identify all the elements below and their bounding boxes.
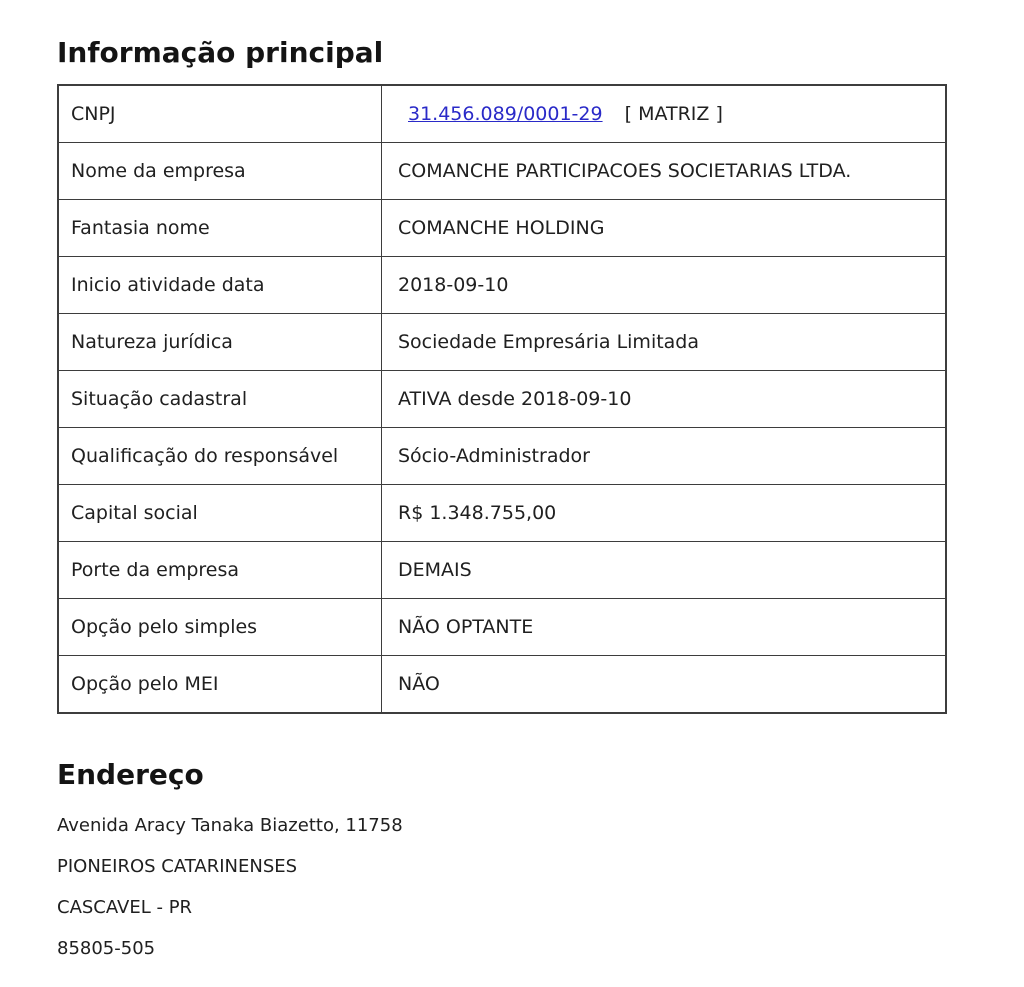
row-label-cnpj: CNPJ [58, 85, 382, 143]
row-value-start-date: 2018-09-10 [382, 257, 947, 314]
table-row-company-size [58, 542, 946, 599]
address-section [57, 758, 1024, 969]
row-label-capital: Capital social [58, 485, 382, 542]
address-title: Endereço [57, 758, 204, 791]
row-label-company-name: Nome da empresa [58, 143, 382, 200]
row-value-simples-option: NÃO OPTANTE [382, 599, 947, 656]
row-label-registration-status: Situação cadastral [58, 371, 382, 428]
table-row-trade-name [58, 200, 946, 257]
table-row-capital [58, 485, 946, 542]
row-value-trade-name: COMANCHE HOLDING [382, 200, 947, 257]
table-row-legal-nature [58, 314, 946, 371]
matriz-tag: [ MATRIZ ] [624, 103, 723, 125]
address-line-street: Avenida Aracy Tanaka Biazetto, 11758 [57, 815, 403, 836]
address-line-city-state: CASCAVEL - PR [57, 897, 193, 918]
row-label-start-date: Inicio atividade data [58, 257, 382, 314]
row-value-cnpj [382, 85, 947, 143]
address-line-district: PIONEIROS CATARINENSES [57, 856, 298, 877]
row-label-responsible-qualification: Qualificação do responsável [58, 428, 382, 485]
cnpj-link[interactable]: 31.456.089/0001-29 [408, 103, 603, 125]
table-row-responsible-qualification [58, 428, 946, 485]
main-info-title: Informação principal [57, 36, 384, 69]
row-value-registration-status: ATIVA desde 2018-09-10 [382, 371, 947, 428]
row-label-mei-option: Opção pelo MEI [58, 656, 382, 714]
row-label-legal-nature: Natureza jurídica [58, 314, 382, 371]
address-line-zip: 85805-505 [57, 938, 156, 959]
row-value-mei-option: NÃO [382, 656, 947, 714]
table-row-mei-option [58, 656, 946, 714]
row-value-company-name: COMANCHE PARTICIPACOES SOCIETARIAS LTDA. [382, 143, 947, 200]
table-row-cnpj [58, 85, 946, 143]
table-row-start-date [58, 257, 946, 314]
main-info-section [57, 36, 1024, 714]
row-value-capital: R$ 1.348.755,00 [382, 485, 947, 542]
row-label-simples-option: Opção pelo simples [58, 599, 382, 656]
row-label-trade-name: Fantasia nome [58, 200, 382, 257]
main-info-table [57, 84, 947, 714]
row-value-legal-nature: Sociedade Empresária Limitada [382, 314, 947, 371]
row-value-responsible-qualification: Sócio-Administrador [382, 428, 947, 485]
table-row-simples-option [58, 599, 946, 656]
table-row-registration-status [58, 371, 946, 428]
table-row-company-name [58, 143, 946, 200]
row-value-company-size: DEMAIS [382, 542, 947, 599]
row-label-company-size: Porte da empresa [58, 542, 382, 599]
